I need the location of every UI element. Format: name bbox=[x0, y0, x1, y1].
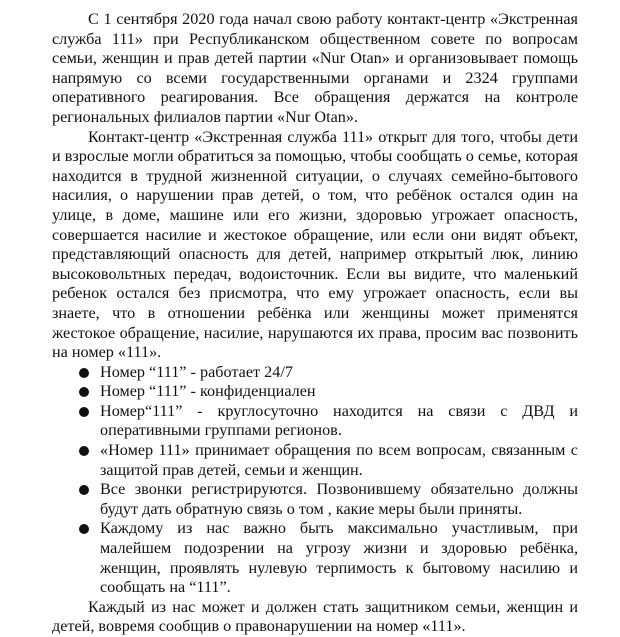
intro-paragraph: С 1 сентября 2020 года начал свою работу контакт-центр «Экстренная служба 111» при Республиканском общественном совете по вопросам семьи, женщин и прав детей партии «Nur Otan» и организовывает помощь напрямую со всеми государственными органами и 2324 группами оперативного реагирования. Все обращения держатся на контроле региональных филиалов партии «Nur Otan». bbox=[52, 10, 578, 126]
bullet-text: Номер “111” - работает 24/7 bbox=[100, 362, 293, 381]
bullet-icon bbox=[79, 446, 89, 456]
document-page bbox=[52, 10, 578, 637]
bullet-item bbox=[52, 441, 578, 480]
bullet-text: Номер “111” - конфиденциален bbox=[100, 382, 316, 401]
bullet-item bbox=[52, 519, 578, 597]
closing-paragraph: Каждый из нас может и должен стать защитником семьи, женщин и детей, вовремя сообщив о правонарушении на номер «111». bbox=[52, 597, 578, 636]
bullet-text: Каждому из нас важно быть максимально участливым, при малейшем подозрении на угрозу жизни и здоровью ребёнка, женщин, проявлять нулевую терпимость к бытовому насилию и сообщать на “111”. bbox=[100, 519, 578, 597]
bullet-icon bbox=[79, 485, 89, 495]
bullet-item bbox=[52, 382, 578, 402]
purpose-paragraph: Контакт-центр «Экстренная служба 111» открыт для того, чтобы дети и взрослые могли обратиться за помощью, чтобы сообщать о семье, которая находится в трудной жизненной ситуации, о случаях семейно-бытового насилия, о нарушении прав детей, о том, что ребёнок остался один на улице, в доме, машине или его жизни, здоровью угрожает опасность, совершается насилие и жестокое обращение, или если они видят объект, представляющий опасность для детей, например открытый люк, линию высоковольтных передач, водоисточник. Если вы видите, что маленький ребенок остался без присмотра, что ему угрожает опасность, если вы знаете, что в отношении ребёнка или женщины может применятся жестокое обращение, насилие, нарушаются их права, просим вас позвонить на номер «111». bbox=[52, 127, 578, 362]
bullet-item bbox=[52, 363, 578, 383]
bullet-icon bbox=[79, 368, 89, 378]
bullet-list bbox=[52, 363, 578, 598]
bullet-item bbox=[52, 480, 578, 519]
bullet-text: Номер“111” - круглосуточно находится на связи с ДВД и оперативными группами регионов. bbox=[100, 401, 578, 440]
bullet-text: «Номер 111» принимает обращения по всем вопросам, связанным с защитой прав детей, семьи и женщин. bbox=[100, 441, 578, 479]
bullet-icon bbox=[79, 407, 89, 417]
bullet-icon bbox=[79, 387, 89, 397]
bullet-item bbox=[52, 402, 578, 441]
bullet-text: Все звонки регистрируются. Позвонившему обязательно должны будут дать обратную связь о том , какие меры были приняты. bbox=[100, 480, 578, 518]
bullet-icon bbox=[79, 524, 89, 534]
